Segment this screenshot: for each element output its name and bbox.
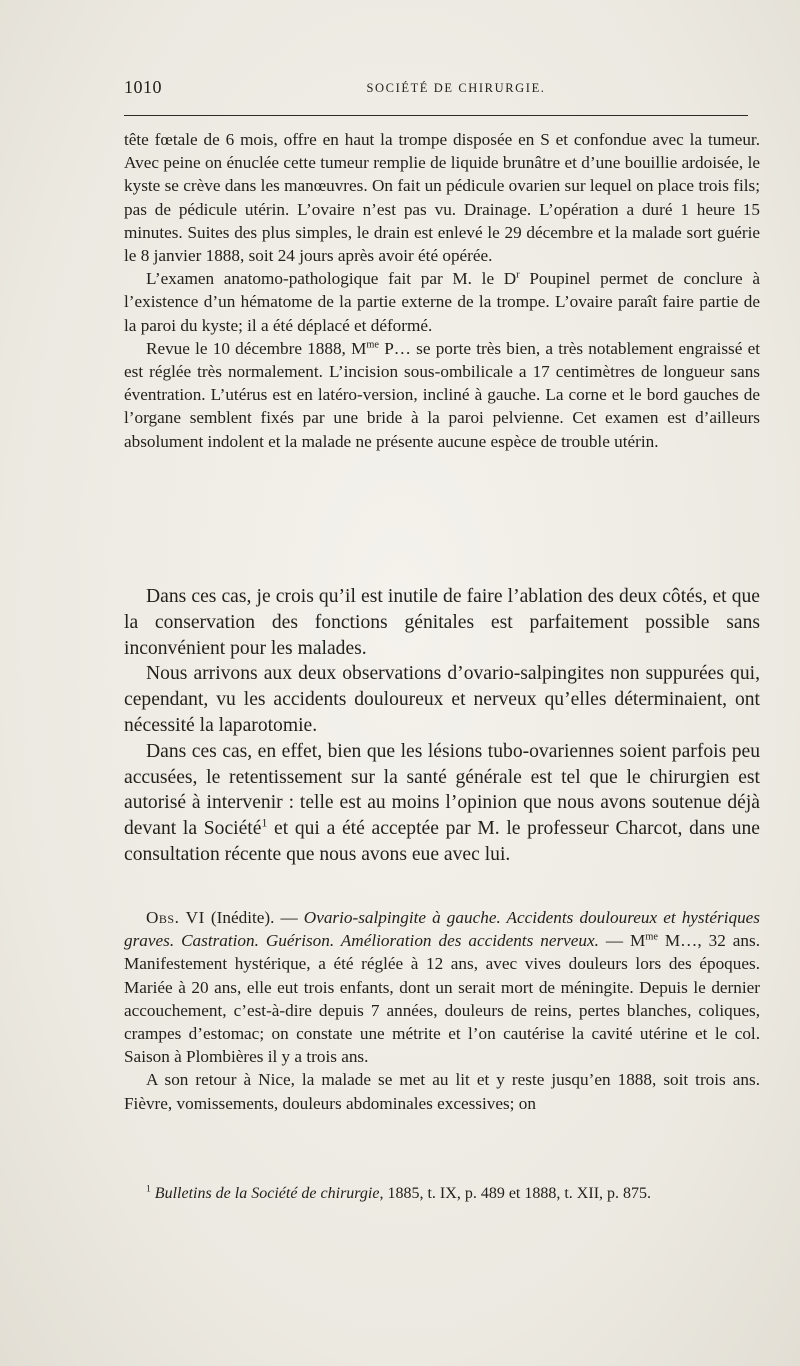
case-paragraph-operation: tête fœtale de 6 mois, offre en haut la trompe disposée en S et confondue avec la tumeur. Avec peine on énuclée cette tumeur remplie de liquide brunâtre et d’une bouillie ardoisée, le kyste se crève dans les manœuvres. On fait un pédicule ovarien sur lequel on place trois fils; pas de pédicule utérin. L’ovaire n’est pas vu. Drainage. L’opération a duré 1 heure 15 minutes. Suites des plus simples, le drain est enlevé le 29 décembre et la malade sort guérie le 8 janvier 1888, soit 24 jours après avoir été opérée. xyxy=(124,130,760,266)
discussion-paragraph-observations: Nous arrivons aux deux observations d’ovario-salpingites non suppurées qui, cependant, vu les accidents douloureux et nerveux qu’elles déterminaient, ont nécessité la laparotomie. xyxy=(124,663,760,736)
case-paragraph-pathology: L’examen anatomo-pathologique fait par M. le $D^r$ Poupinel permet de conclure à l’existence d’un hématome de la partie externe de la trompe. L’ovaire paraît faire partie de la paroi du kyste; il a été déplacé et déformé. xyxy=(124,269,760,335)
observation-title: Ovario-salpingite à gauche. Accidents douloureux et hystériques graves. Castration. Guérison. Amélioration des accidents nerveux. xyxy=(124,908,760,951)
discussion-paragraph-conservation: Dans ces cas, je crois qu’il est inutile de faire l’ablation des deux côtés, et que la conservation des fonctions génitales est parfaitement possible sans inconvénient pour les malades. xyxy=(124,586,760,659)
footnote-text: $^1$ Bulletins de la Société de chirurgie, 1885, t. IX, p. 489 et 1888, t. XII, p. 875. xyxy=(146,1183,652,1202)
observation-label: Obs. VI xyxy=(146,908,205,927)
observation-paragraph-history: Obs. VI (Inédite). — Ovario-salpingite à gauche. Accidents douloureux et hystériques graves. Castration. Guérison. Amélioration des accidents nerveux. — $M^{me}$ M…, 32 ans. Manifestement hystérique, a été réglée à 12 ans, avec vives douleurs lors des époques. Mariée à 20 ans, elle eut trois enfants, dont un serait mort de méningite. Depuis le dernier accouchement, c’est-à-dire depuis 7 années, douleurs de reins, pertes blanches, coliques, crampes d’estomac; on constate une métrite et l’on cautérise la cavité utérine et le col. Saison à Plombières il y a trois ans. xyxy=(124,908,760,1067)
observation-paragraph-return: A son retour à Nice, la malade se met au lit et y reste jusqu’en 1888, soit trois ans. Fièvre, vomissements, douleurs abdominales excessives; on xyxy=(124,1070,760,1113)
page-header xyxy=(124,77,748,101)
footnote xyxy=(124,1183,760,1204)
discussion-text xyxy=(124,584,760,868)
footnote-journal: Bulletins de la Société de chirurgie xyxy=(154,1185,380,1202)
observation-vi xyxy=(124,906,760,1115)
running-title: SOCIÉTÉ DE CHIRURGIE. xyxy=(366,81,546,95)
case-paragraph-follow-up: Revue le 10 décembre 1888, $M^{me}$ P… se porte très bien, a très notablement engraissé et est réglée très normalement. L’incision sous-ombilicale a 17 centimètres de longueur sans éventration. L’utérus est en latéro-version, incliné à gauche. La corne et le bord gauches de l’organe semblent fixés par une bride à la paroi pelvienne. Cet examen est d’ailleurs absolument indolent et la malade ne présente aucune espèce de trouble utérin. xyxy=(124,338,761,451)
discussion-paragraph-indications: Dans ces cas, en effet, bien que les lésions tubo-ovariennes soient parfois peu accusées, le retentissement sur la santé générale est tel que le chirurgien est autorisé à intervenir : telle est au moins l’opinion que nous avons soutenue déjà devant la Société$^1$ et qui a été acceptée par M. le professeur Charcot, dans une consultation récente que nous avons eue avec lui. xyxy=(124,740,760,865)
header-rule xyxy=(124,115,748,116)
page-number: 1010 xyxy=(124,77,162,97)
case-continuation xyxy=(124,128,760,453)
footnote-marker: 1 xyxy=(146,1183,151,1195)
